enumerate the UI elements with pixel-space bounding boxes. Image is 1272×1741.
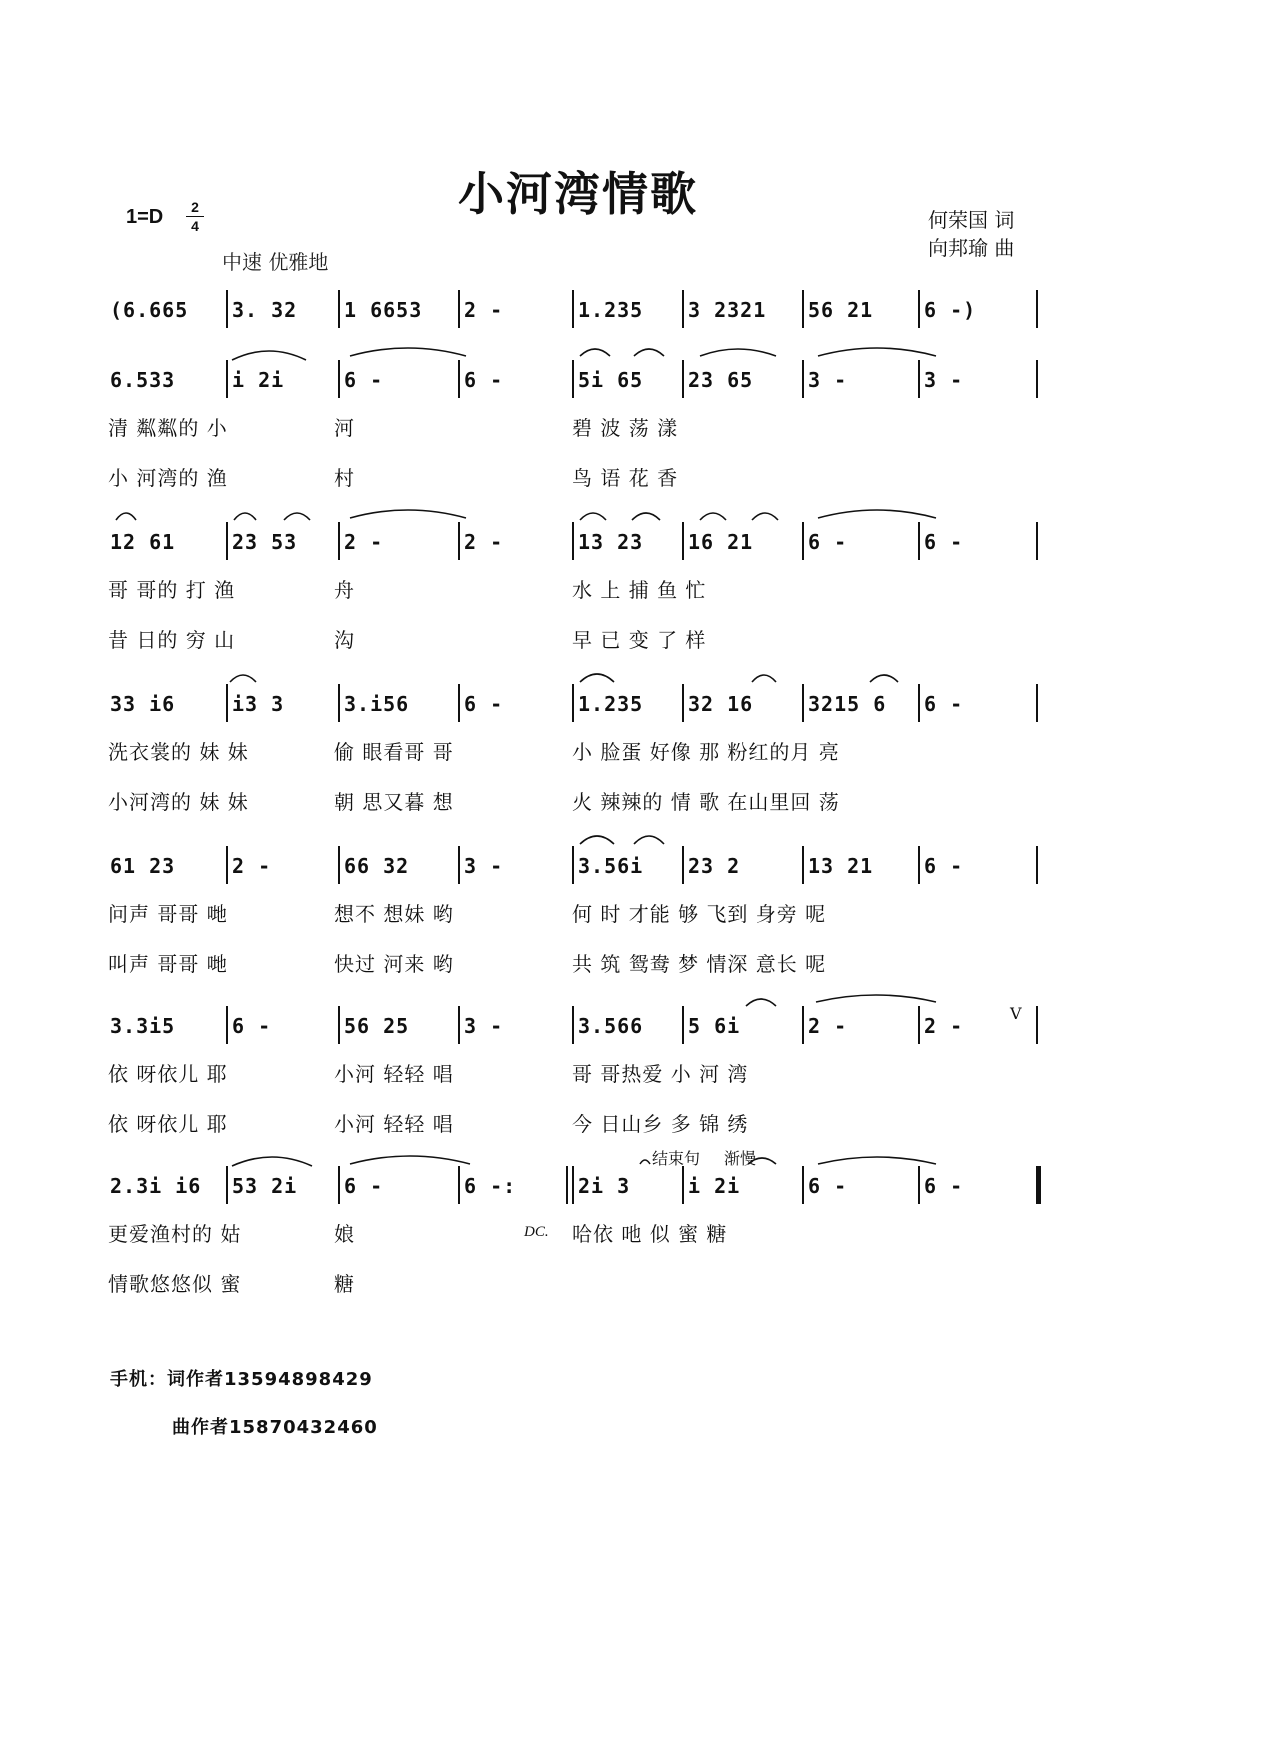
lyric-verse-1: 碧 波 荡 漾 [572, 416, 679, 440]
slur [580, 349, 610, 356]
lyric-verse-1: 想不 想妹 哟 [334, 902, 454, 926]
lyric-verse-1: 哈依 吔 似 蜜 糖 [572, 1222, 728, 1246]
measure-notes: 3215 6 [808, 692, 887, 716]
lyric-verse-2: 共 筑 鸳鸯 梦 情深 意长 呢 [572, 952, 827, 976]
lyric-verse-1: 哥 哥的 打 渔 [108, 578, 236, 602]
lyric-verse-2: 昔 日的 穷 山 [108, 628, 236, 652]
measure-notes: 1.235 [578, 692, 644, 716]
measure-notes: 3. 32 [232, 298, 298, 322]
slur [632, 513, 660, 520]
lyric-verse-1: 小河 轻轻 唱 [334, 1062, 454, 1086]
slur [116, 513, 136, 520]
slur [818, 1157, 936, 1164]
slur [230, 675, 256, 682]
lyric-verse-2: 今 日山乡 多 锦 绣 [572, 1112, 749, 1136]
lyric-verse-2: 小河 轻轻 唱 [334, 1112, 454, 1136]
lyric-verse-2: 沟 [334, 628, 355, 652]
measure-notes: 23 65 [688, 368, 754, 392]
measure-notes: 6 - [808, 1174, 848, 1198]
measure-notes: 3 - [924, 368, 964, 392]
measure-notes: 6.533 [110, 368, 176, 392]
lyric-verse-1: 偷 眼看哥 哥 [334, 740, 454, 764]
lyric-verse-1: 舟 [334, 578, 355, 602]
lyric-verse-1: 河 [334, 416, 355, 440]
slur [640, 1160, 650, 1164]
measure-notes: i3 3 [232, 692, 285, 716]
lyric-verse-2: 叫声 哥哥 哋 [108, 952, 228, 976]
measure-notes: 6 - [924, 692, 964, 716]
breath-mark: V [1010, 1004, 1022, 1023]
measure-notes: 6 - [464, 368, 504, 392]
lyric-verse-2: 小河湾的 妹 妹 [108, 790, 249, 814]
measure-notes: 53 2i [232, 1174, 298, 1198]
slur [350, 510, 466, 518]
measure-notes: 13 21 [808, 854, 874, 878]
slur [700, 349, 776, 356]
measure-notes: 2.3i i6 [110, 1174, 202, 1198]
slur [816, 995, 936, 1002]
slur [284, 513, 310, 520]
measure-notes: 1 6653 [344, 298, 423, 322]
measure-notes: 61 23 [110, 854, 176, 878]
slur [580, 674, 614, 682]
measure-notes: 56 25 [344, 1014, 410, 1038]
measure-notes: i 2i [688, 1174, 741, 1198]
measure-notes: 16 21 [688, 530, 754, 554]
lyric-verse-1: 问声 哥哥 哋 [108, 902, 228, 926]
measure-notes: i 2i [232, 368, 285, 392]
footer-phone-composer: 曲作者15870432460 [172, 1417, 378, 1438]
slur [350, 1156, 470, 1164]
slur [818, 510, 936, 518]
measure-notes: 2 - [924, 1014, 964, 1038]
measure-notes: 3.566 [578, 1014, 644, 1038]
composer-credit: 向邦瑜 曲 [928, 236, 1015, 260]
slur [634, 836, 664, 844]
slur [748, 1158, 776, 1164]
measure-notes: 3 - [464, 854, 504, 878]
measure-notes: 6 - [344, 1174, 384, 1198]
measure-notes: 2 - [464, 298, 504, 322]
lyric-verse-1: 何 时 才能 够 飞到 身旁 呢 [572, 902, 827, 926]
lyric-verse-2: 情歌悠悠似 蜜 [108, 1272, 242, 1296]
measure-notes: 3 - [464, 1014, 504, 1038]
measure-notes: 1.235 [578, 298, 644, 322]
measure-notes: 5 6i [688, 1014, 741, 1038]
measure-notes: 6 - [924, 530, 964, 554]
lyricist-credit: 何荣国 词 [928, 208, 1015, 232]
measure-notes: 6 - [924, 1174, 964, 1198]
lyric-verse-1: 哥 哥热爱 小 河 湾 [572, 1062, 749, 1086]
measure-notes: 6 -: [464, 1174, 517, 1198]
tempo-marking: 中速 优雅地 [222, 250, 329, 274]
slur [746, 999, 776, 1006]
measure-notes: 13 23 [578, 530, 644, 554]
measure-notes: 5i 65 [578, 368, 644, 392]
measure-notes: 2i 3 [578, 1174, 631, 1198]
measure-notes: 3 - [808, 368, 848, 392]
song-title: 小河湾情歌 [458, 167, 698, 221]
time-signature-bottom: 4 [191, 218, 199, 234]
measure-notes: 6 - [808, 530, 848, 554]
slur [580, 513, 606, 520]
dc-marking: DC. [524, 1224, 549, 1240]
slur [350, 348, 466, 356]
lyric-verse-2: 小 河湾的 渔 [108, 466, 228, 490]
lyric-verse-1: 小 脸蛋 好像 那 粉红的月 亮 [572, 740, 840, 764]
lyric-verse-1: 洗衣裳的 妹 妹 [108, 740, 249, 764]
key-signature: 1=D [126, 206, 164, 228]
measure-notes: 12 61 [110, 530, 176, 554]
measure-notes: 3 2321 [688, 298, 767, 322]
measure-notes: 56 21 [808, 298, 874, 322]
slur [752, 675, 776, 682]
measure-notes: 2 - [344, 530, 384, 554]
lyric-verse-2: 快过 河来 哟 [334, 952, 454, 976]
measure-notes: 2 - [232, 854, 272, 878]
slur [580, 836, 614, 844]
lyric-verse-1: 水 上 捕 鱼 忙 [572, 578, 707, 602]
measure-notes: 3.3i5 [110, 1014, 176, 1038]
measure-notes: 6 -) [924, 298, 977, 322]
slur [870, 675, 898, 682]
measure-notes: 32 16 [688, 692, 754, 716]
slur [818, 348, 936, 356]
measure-notes: 2 - [464, 530, 504, 554]
lyric-verse-1: 娘 [334, 1222, 355, 1246]
measure-notes: 3.56i [578, 854, 644, 878]
lyric-verse-2: 早 已 变 了 样 [572, 628, 707, 652]
lyric-verse-1: 清 粼粼的 小 [108, 416, 228, 440]
measure-notes: 6 - [344, 368, 384, 392]
lyric-verse-1: 依 呀依儿 耶 [108, 1062, 228, 1086]
lyric-verse-2: 鸟 语 花 香 [572, 466, 679, 490]
slur [752, 513, 778, 520]
slur [232, 1157, 312, 1166]
measure-notes: 6 - [464, 692, 504, 716]
slur [234, 513, 256, 520]
time-signature-top: 2 [191, 199, 199, 215]
slowing-label: 渐慢 [724, 1149, 757, 1168]
measure-notes: 66 32 [344, 854, 410, 878]
lyric-verse-2: 村 [334, 466, 355, 490]
measure-notes: 6 - [924, 854, 964, 878]
slur [232, 351, 306, 360]
measure-notes: 2 - [808, 1014, 848, 1038]
lyric-verse-2: 糖 [334, 1272, 355, 1296]
lyric-verse-2: 火 辣辣的 情 歌 在山里回 荡 [572, 790, 840, 814]
measure-notes: 33 i6 [110, 692, 176, 716]
measure-notes: 23 53 [232, 530, 298, 554]
lyric-verse-1: 更爱渔村的 姑 [108, 1222, 242, 1246]
lyric-verse-2: 朝 思又暮 想 [334, 790, 454, 814]
measure-notes: (6.665 [110, 298, 189, 322]
slur [634, 349, 664, 356]
measure-notes: 6 - [232, 1014, 272, 1038]
lyric-verse-2: 依 呀依儿 耶 [108, 1112, 228, 1136]
measure-notes: 23 2 [688, 854, 741, 878]
ending-phrase-label: 结束句 [652, 1149, 701, 1168]
measure-notes: 3.i56 [344, 692, 410, 716]
footer-phone-lyricist: 手机：词作者13594898429 [110, 1369, 373, 1390]
slur [700, 513, 726, 520]
